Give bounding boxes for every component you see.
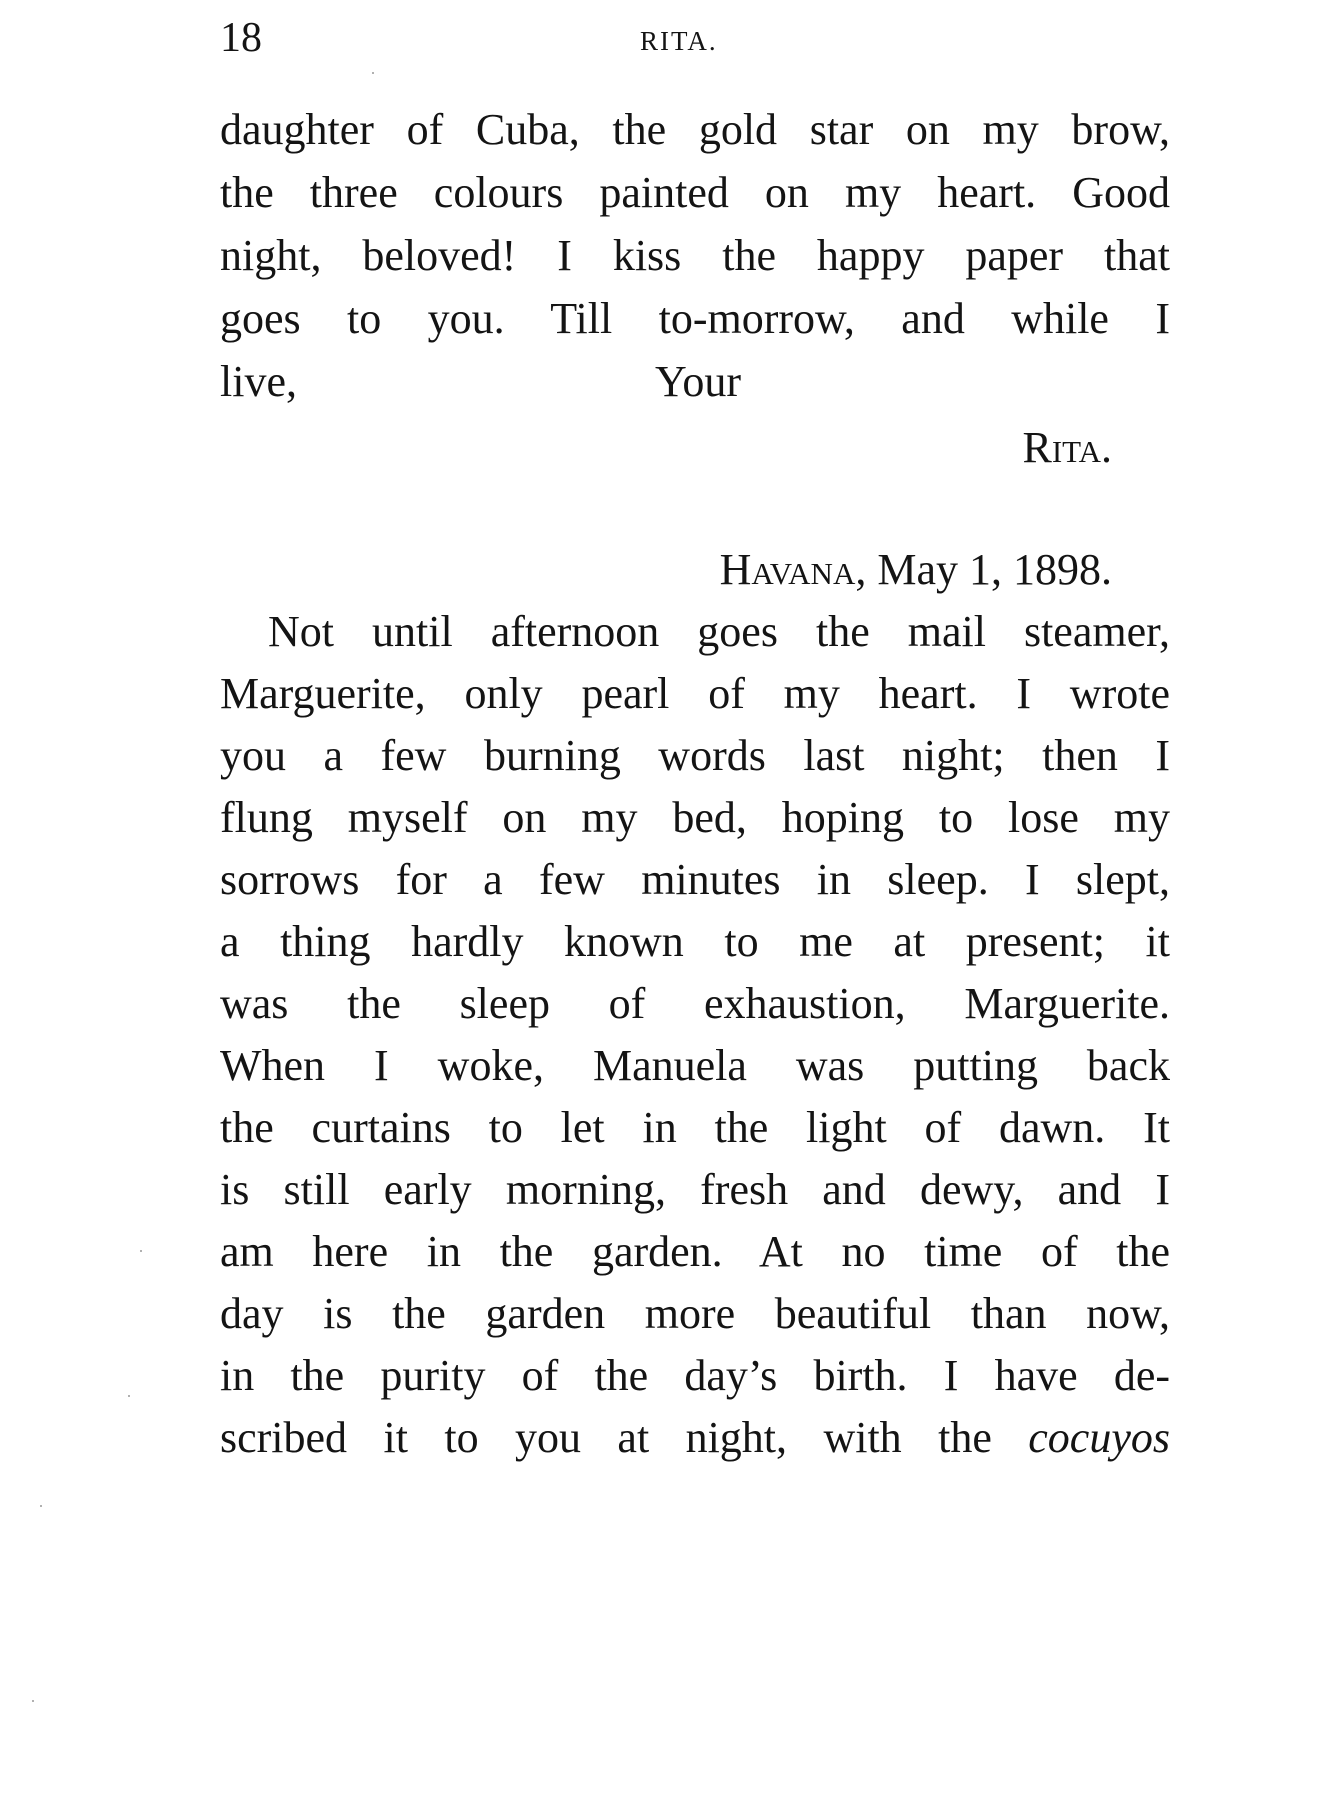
page-number: 18 <box>220 15 262 61</box>
text-line: day is the garden more beautiful than now, <box>220 1289 1170 1338</box>
text-line: daughter of Cuba, the gold star on my brow, <box>220 105 1170 154</box>
closing-your: Your <box>655 357 742 406</box>
text-line: Marguerite, only pearl of my heart. I wrote <box>220 669 1170 718</box>
text-line: the curtains to let in the light of dawn. It <box>220 1103 1170 1152</box>
text-line: am here in the garden. At no time of the <box>220 1227 1170 1276</box>
text-line: in the purity of the day’s birth. I have de- <box>220 1351 1170 1400</box>
dateline-date: , May 1, 1898. <box>855 545 1112 594</box>
text-line: flung myself on my bed, hoping to lose my <box>220 793 1170 842</box>
scan-speck <box>128 1395 130 1397</box>
scan-speck <box>40 1505 42 1507</box>
last-line-text: scribed it to you at night, with the <box>220 1413 1029 1462</box>
text-line: the three colours painted on my heart. Good <box>220 168 1170 217</box>
italic-word: cocuyos <box>1028 1413 1170 1462</box>
text-line: was the sleep of exhaustion, Marguerite. <box>220 979 1170 1028</box>
text-line: Not until afternoon goes the mail steamer, <box>268 607 1170 656</box>
text-line: a thing hardly known to me at present; it <box>220 917 1170 966</box>
running-title: RITA. <box>640 26 718 56</box>
text-line: is still early morning, fresh and dewy, and I <box>220 1165 1170 1214</box>
scan-speck <box>372 72 374 74</box>
text-line: you a few burning words last night; then I <box>220 731 1170 780</box>
page-header <box>0 14 1328 74</box>
text-line: sorrows for a few minutes in sleep. I slept, <box>220 855 1170 904</box>
signature: Rita. <box>1022 423 1112 472</box>
text-line: goes to you. Till to-morrow, and while I <box>220 294 1170 343</box>
closing-live: live, <box>220 357 297 406</box>
text-line-last <box>220 1408 1170 1468</box>
dateline <box>220 540 1112 600</box>
scan-speck <box>32 1700 34 1702</box>
text-line: When I woke, Manuela was putting back <box>220 1041 1170 1090</box>
text-line: night, beloved! I kiss the happy paper that <box>220 231 1170 280</box>
scan-speck <box>140 1250 142 1252</box>
dateline-place: Havana <box>719 545 856 594</box>
